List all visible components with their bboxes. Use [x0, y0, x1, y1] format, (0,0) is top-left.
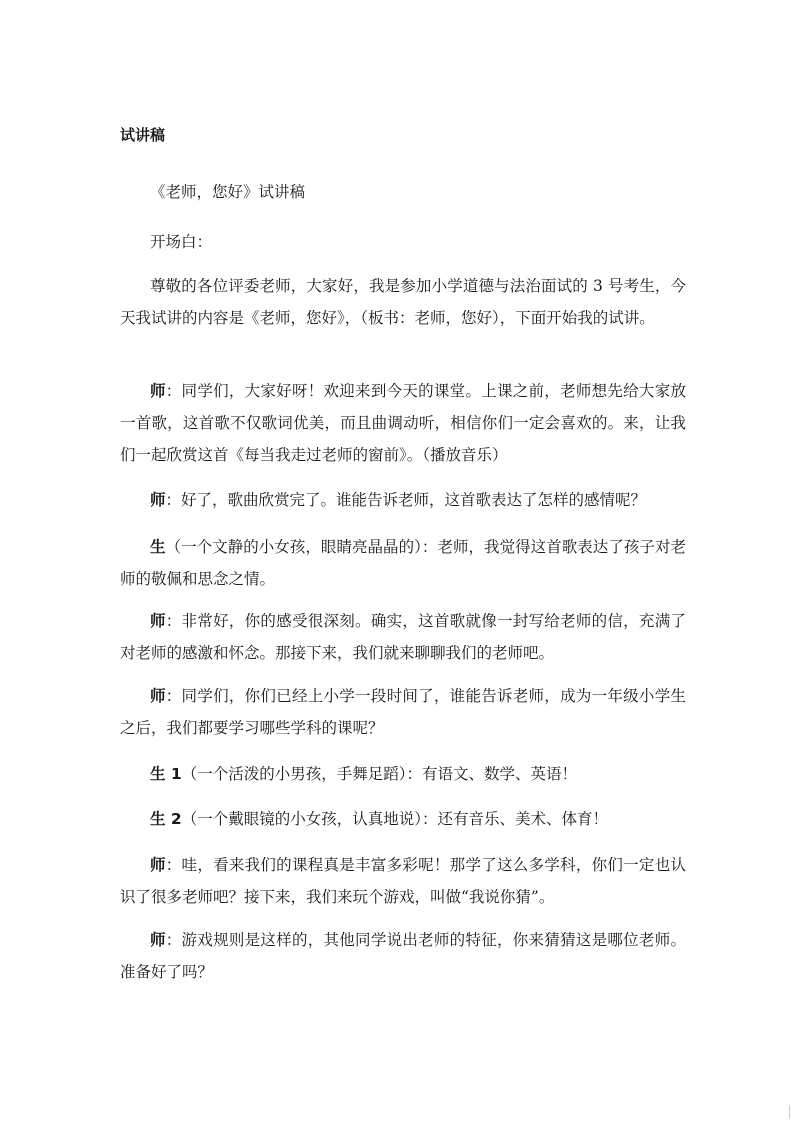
- dialogue-text: （一个活泼的小男孩，手舞足蹈）：有语文、数学、英语！: [181, 765, 577, 783]
- speaker-label: 师: [150, 612, 166, 630]
- speaker-label: 师: [150, 856, 166, 874]
- dialogue-line: [120, 924, 686, 988]
- dialogue-line: [120, 758, 686, 790]
- dialogue-text: ：非常好，你的感受很深刻。确实，这首歌就像一封写给老师的信，充满了对老师的感激和怀念。那接下来，我们就来聊聊我们的老师吧。: [120, 612, 686, 662]
- speaker-label: 生 2: [150, 810, 182, 828]
- dialogue-line: [120, 484, 686, 516]
- dialogue-line: [120, 849, 686, 913]
- speaker-label: 生: [150, 538, 166, 556]
- speaker-label: 师: [150, 382, 166, 400]
- dialogue-text: （一个戴眼镜的小女孩，认真地说）：还有音乐、美术、体育！: [181, 810, 608, 828]
- opening-label: 开场白：: [150, 233, 213, 251]
- dialogue-line: [120, 375, 686, 471]
- page-corner-mark: [789, 1105, 790, 1119]
- speaker-label: 生 1: [150, 765, 182, 783]
- dialogue-text: ：好了，歌曲欣赏完了。谁能告诉老师，这首歌表达了怎样的感情呢？: [165, 491, 647, 509]
- dialogue-text: ：同学们，大家好呀！欢迎来到今天的课堂。上课之前，老师想先给大家放一首歌，这首歌不仅歌词优美，而且曲调动听，相信你们一定会喜欢的。来，让我们一起欣赏这首《每当我走过老师的窗前》。（播放音乐）: [120, 382, 686, 464]
- lesson-title: 《老师，您好》试讲稿: [150, 183, 306, 201]
- dialogue-text: ：同学们，你们已经上小学一段时间了，谁能告诉老师，成为一年级小学生之后，我们都要学习哪些学科的课呢？: [120, 687, 686, 737]
- dialogue-line: [120, 531, 686, 595]
- speaker-label: 师: [150, 931, 166, 949]
- dialogue-line: [120, 803, 686, 835]
- intro-paragraph: 尊敬的各位评委老师，大家好，我是参加小学道德与法治面试的 3 号考生，今天我试讲的内容是《老师，您好》，（板书：老师，您好），下面开始我的试讲。: [120, 277, 686, 327]
- dialogue-text: ：游戏规则是这样的，其他同学说出老师的特征，你来猜猜这是哪位老师。准备好了吗？: [120, 931, 686, 981]
- speaker-label: 师: [150, 687, 166, 705]
- dialogue-text: （一个文静的小女孩，眼睛亮晶晶的）：老师，我觉得这首歌表达了孩子对老师的敬佩和思念之情。: [120, 538, 686, 588]
- dialogue-line: [120, 680, 686, 744]
- document-title: 试讲稿: [120, 126, 166, 144]
- speaker-label: 师: [150, 491, 166, 509]
- dialogue-text: ：哇，看来我们的课程真是丰富多彩呢！那学了这么多学科，你们一定也认识了很多老师吧？接下来，我们来玩个游戏，叫做“我说你猜”。: [120, 856, 686, 906]
- dialogue-line: [120, 605, 686, 669]
